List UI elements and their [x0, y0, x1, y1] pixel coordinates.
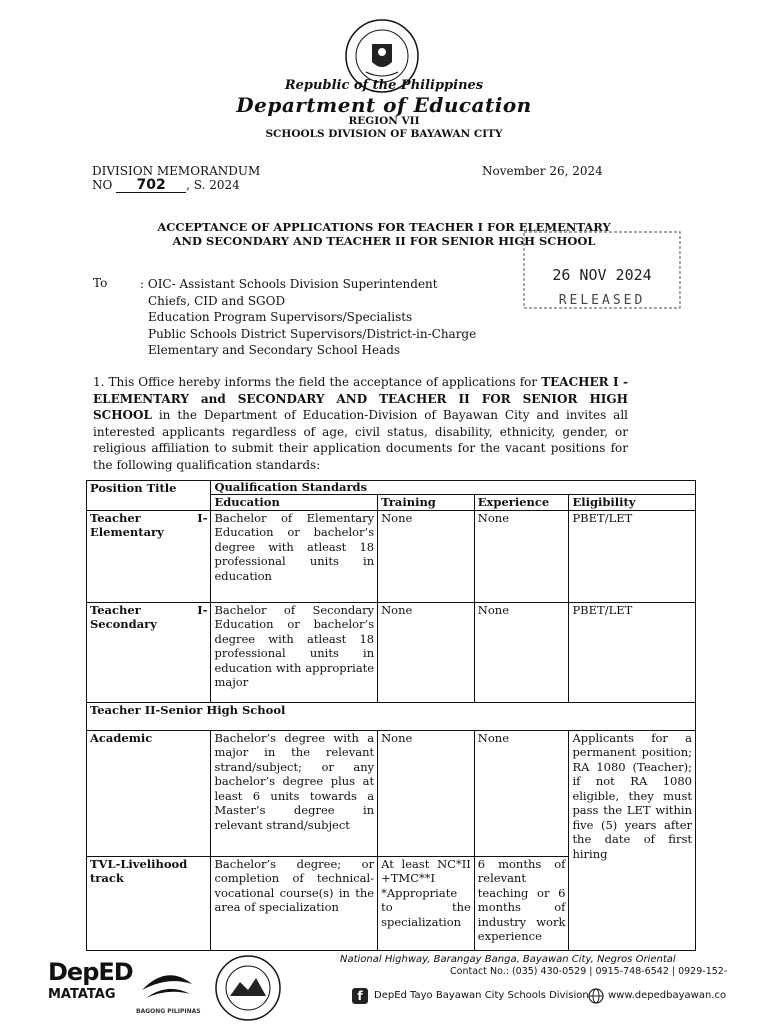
header-eligibility: Eligibility — [569, 495, 696, 511]
footer-address: National Highway, Barangay Banga, Bayawan City, Negros Oriental — [340, 954, 676, 965]
region-heading: REGION VII — [348, 115, 420, 127]
eligibility-cell: PBET/LET — [569, 510, 696, 602]
experience-cell: 6 months of relevant teaching or 6 months of industry work experience — [474, 856, 569, 950]
experience-cell: None — [474, 602, 569, 702]
released-stamp — [520, 228, 684, 312]
section-title: Teacher II-Senior High School — [87, 702, 696, 730]
deped-logo: DepED — [48, 958, 133, 986]
education-cell: Bachelor of Secondary Education or bachelor’s degree with atleast 18 professional units in education with appropriate major — [211, 602, 378, 702]
department-heading: Department of Education — [236, 93, 532, 117]
website-link[interactable]: www.depedbayawan.co — [608, 990, 727, 1001]
qualification-table — [86, 480, 696, 951]
eligibility-cell: PBET/LET — [569, 602, 696, 702]
to-label: To — [93, 276, 108, 290]
experience-cell: None — [474, 730, 569, 856]
education-cell: Bachelor’s degree with a major in the relevant strand/subject; or any bachelor’s degree plus at least 6 units towards a Master’s degree in relevant strand/subject — [211, 730, 378, 856]
body-paragraph — [93, 374, 628, 473]
table-row — [87, 602, 696, 702]
subject-line-2: AND SECONDARY AND TEACHER II FOR SENIOR HIGH SCHOOL — [172, 234, 596, 248]
header-education: Education — [211, 495, 378, 511]
division-heading: SCHOOLS DIVISION OF BAYAWAN CITY — [265, 128, 503, 140]
table-row — [87, 730, 696, 856]
recipient-list — [140, 276, 476, 359]
training-cell: None — [378, 602, 475, 702]
globe-icon — [588, 988, 604, 1004]
paragraph-text: in the Department of Education-Division of Bayawan City and invites all interested applicants regardless of age, civil status, disability, ethnicity, gender, or religious affiliation to submit their application documents for the vacant positions for the following qualification standards: — [93, 408, 628, 472]
header-position: Position Title — [87, 481, 211, 511]
recipient: Elementary and Secondary School Heads — [148, 343, 401, 357]
table-row — [87, 510, 696, 602]
education-cell: Bachelor’s degree; or completion of technical-vocational course(s) in the area of specialization — [211, 856, 378, 950]
stamp-label: RELEASED — [558, 293, 646, 308]
position-cell: Teacher I-Secondary — [87, 602, 211, 702]
subject-line-1: ACCEPTANCE OF APPLICATIONS FOR TEACHER I FOR ELEMENTARY — [157, 220, 611, 234]
header-training: Training — [378, 495, 475, 511]
training-cell: None — [378, 510, 475, 602]
matatag-logo: MATATAG — [48, 987, 116, 1002]
facebook-link[interactable]: DepEd Tayo Bayawan City Schools Division — [374, 990, 589, 1001]
header-experience: Experience — [474, 495, 569, 511]
memo-number-line — [92, 178, 240, 193]
experience-cell: None — [474, 510, 569, 602]
paragraph-text: 1. This Office hereby informs the field the acceptance of applications for — [93, 375, 542, 389]
bagong-pilipinas-logo-icon — [138, 960, 196, 1004]
recipient: : OIC- Assistant Schools Division Superintendent — [140, 277, 438, 291]
recipient: Public Schools District Supervisors/District-in-Charge — [148, 326, 477, 341]
memo-series: , S. 2024 — [186, 178, 240, 192]
training-cell: At least NC*II +TMC**I *Appropriate to the specialization — [378, 856, 475, 950]
eligibility-cell: Applicants for a permanent position; RA 1080 (Teacher); if not RA 1080 eligible, they must pass the LET within five (5) years after the date of first hiring — [569, 730, 696, 950]
bagong-pilipinas-text: BAGONG PILIPINAS — [136, 1008, 201, 1015]
position-cell: TVL-Livelihood track — [87, 856, 211, 950]
recipient: Chiefs, CID and SGOD — [148, 293, 286, 308]
facebook-icon: f — [352, 988, 368, 1004]
paragraph-bold: TEACHER I - ELEMENTARY and SECONDARY AND TEACHER II FOR SENIOR HIGH SCHOOL — [93, 375, 629, 422]
section-row — [87, 702, 696, 730]
recipient: Education Program Supervisors/Specialists — [148, 310, 413, 324]
education-cell: Bachelor of Elementary Education or bachelor’s degree with atleast 18 professional units in education — [211, 510, 378, 602]
memo-no-label: NO — [92, 178, 113, 192]
division-seal-icon — [214, 954, 282, 1022]
footer-contact: Contact No.: (035) 430-0529 | 0915-748-6542 | 0929-152- — [450, 966, 728, 977]
training-cell: None — [378, 730, 475, 856]
memo-number: 702 — [116, 179, 186, 193]
position-cell: Academic — [87, 730, 211, 856]
republic-heading: Republic of the Philippines — [284, 78, 484, 93]
memo-date: November 26, 2024 — [482, 164, 603, 178]
header-qualification: Qualification Standards — [211, 481, 696, 495]
stamp-date: 26 NOV 2024 — [552, 266, 652, 284]
memo-type: DIVISION MEMORANDUM — [92, 164, 261, 178]
position-cell: Teacher I-Elementary — [87, 510, 211, 602]
